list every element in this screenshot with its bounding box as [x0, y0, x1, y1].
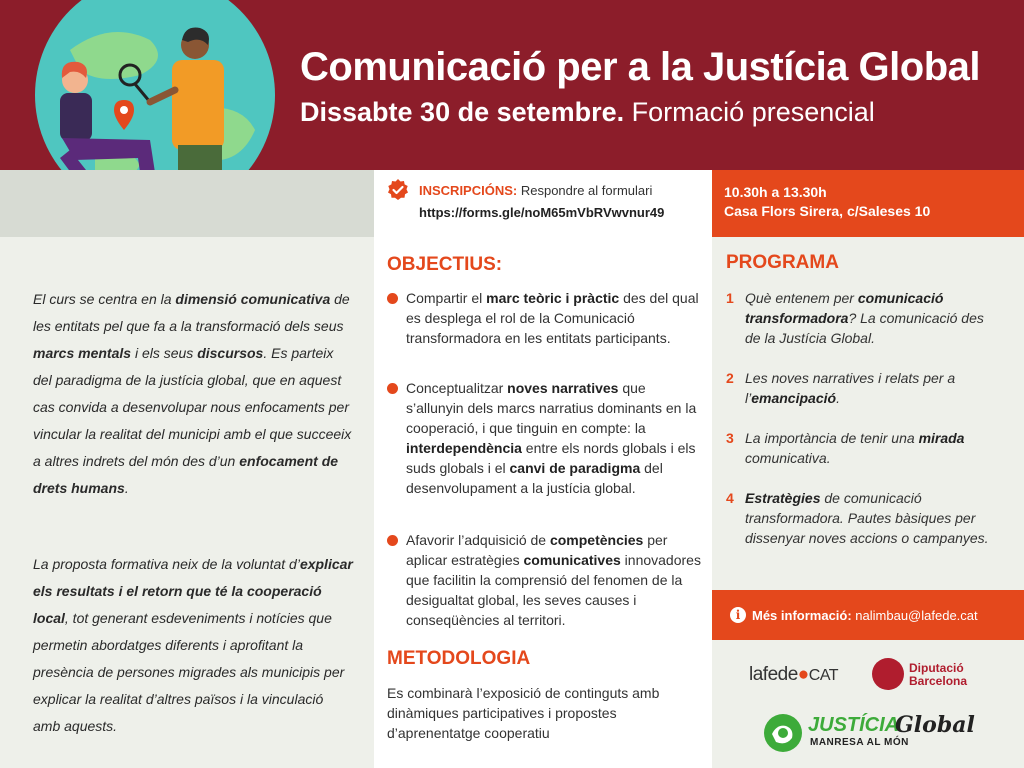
registration-link[interactable]: https://forms.gle/noM65mVbRVwvnur49	[419, 205, 665, 220]
intro-paragraph-1: El curs se centra en la dimensió comunicativa de les entitats pel que fa a la transformació dels seus marcs mentals i els seus discursos. Es parteix del paradigma de la justícia global, que en aquest cas convida a desenvolupar nous enfocaments per vincular la realitat del municipi amb el que succeeix a altres indrets del món des d’un enfocament de drets humans.	[33, 291, 352, 496]
event-place: Casa Flors Sirera, c/Saleses 10	[724, 203, 931, 219]
methodology-title: METODOLOGIA	[387, 648, 531, 669]
bullet-dot-icon	[387, 535, 398, 546]
registration-band	[374, 170, 712, 237]
intro-paragraph-2: La proposta formativa neix de la voluntat d’explicar els resultats i el retorn que té la cooperació local, tot generant esdeveniments i notícies que permetin abordatges diferents i aprofitant la presència de persones migrades als municipis per explicar la realitat d’altres països i la vinculació amb aquests.	[33, 556, 353, 734]
diputacio-logo: Diputació Barcelona	[909, 661, 968, 688]
registration-label: INSCRIPCIÓNS: Respondre al formulari	[419, 183, 653, 198]
page-title: Comunicació per a la Justícia Global	[300, 45, 980, 89]
justicia-global-logo: JUSTÍCIA	[808, 714, 900, 736]
lafede-logo: lafede●CAT	[749, 664, 839, 685]
check-badge-icon	[386, 178, 410, 202]
objectives-title: OBJECTIUS:	[387, 254, 503, 275]
info-icon: i	[730, 607, 746, 623]
justicia-global-tagline: MANRESA AL MÓN	[810, 737, 909, 748]
event-time: 10.30h a 13.30h	[724, 184, 827, 200]
program-title: PROGRAMA	[726, 252, 839, 273]
justicia-global-logo-script: Global	[895, 712, 975, 738]
bullet-dot-icon	[387, 383, 398, 394]
methodology-text: Es combinarà l’exposició de continguts amb dinàmiques participatives i propostes d’aprenentatge cooperatiu	[387, 685, 660, 741]
more-info-text[interactable]: Més informació: nalimbau@lafede.cat	[752, 608, 978, 623]
bullet-dot-icon	[387, 293, 398, 304]
page-subtitle: Dissabte 30 de setembre. Formació presencial	[300, 97, 875, 127]
justicia-global-mark-icon	[762, 712, 804, 754]
diputacio-seal-icon	[872, 658, 904, 690]
info-band-left	[0, 170, 374, 237]
